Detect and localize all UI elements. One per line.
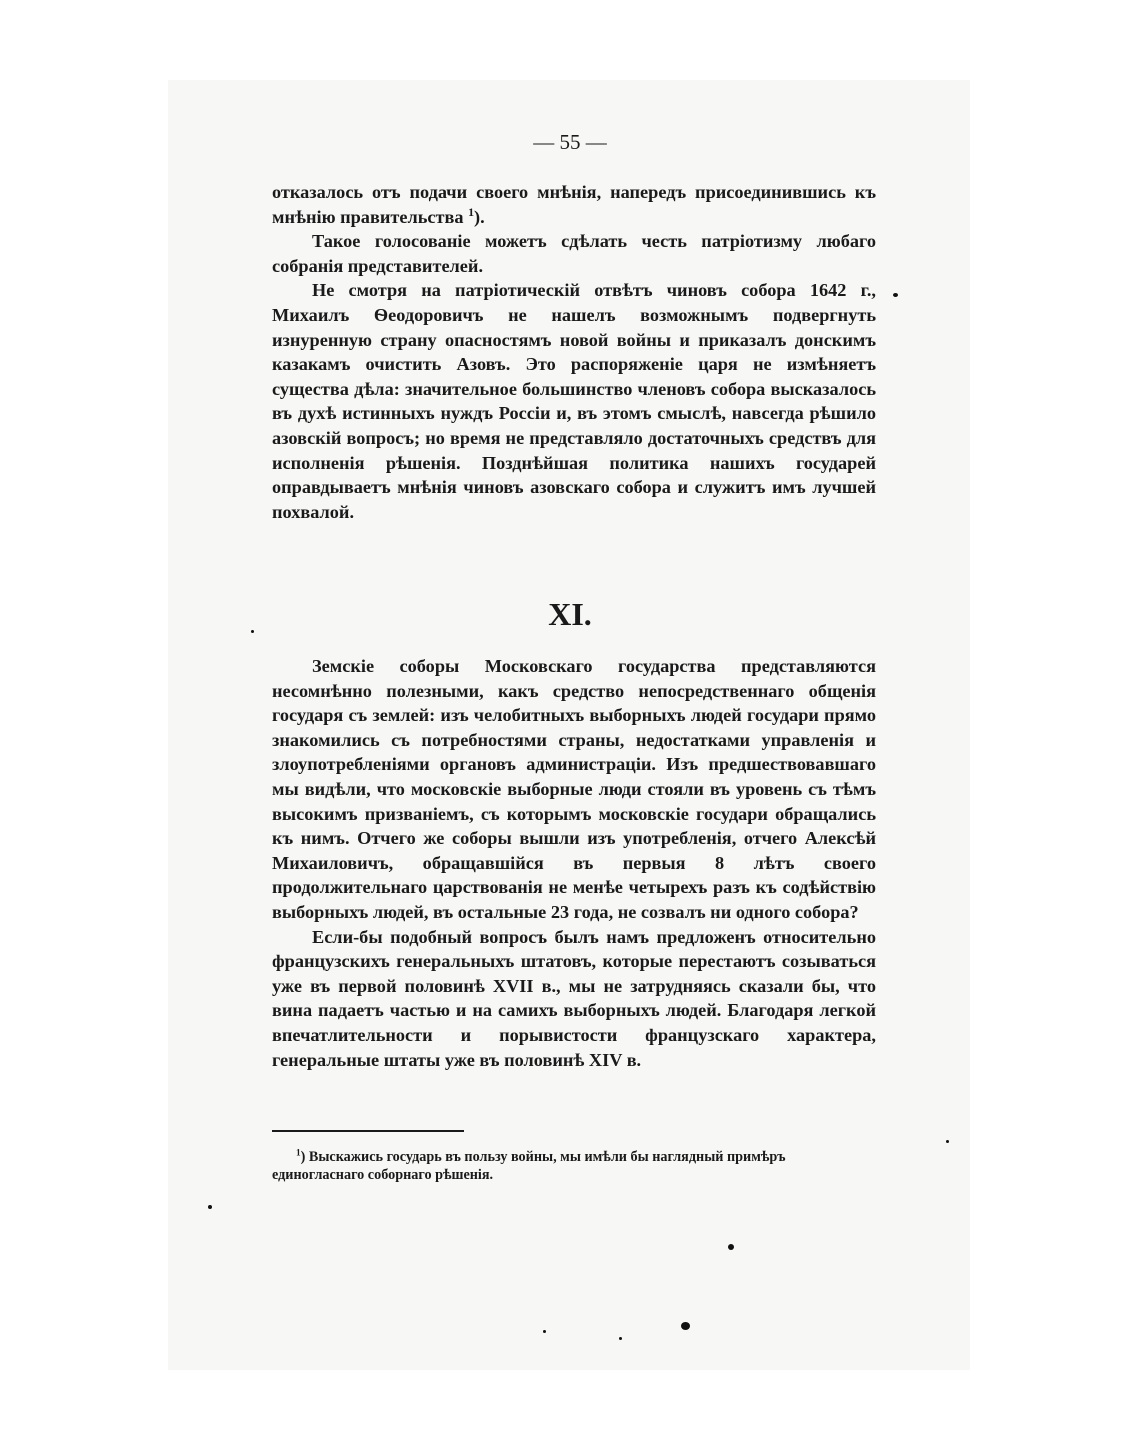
- section-heading: XI.: [548, 596, 592, 632]
- scan-speck: [728, 1244, 734, 1250]
- scan-speck: [208, 1205, 212, 1209]
- footnote-ref-tail: ).: [474, 206, 485, 227]
- section-text-block: [272, 654, 876, 1072]
- scan-speck: [543, 1330, 546, 1333]
- top-text-block: [272, 180, 876, 524]
- scan-speck: [619, 1337, 622, 1340]
- paragraph: Такое голосованіе можетъ сдѣлать честь патріотизму любаго собранія представителей.: [272, 231, 876, 276]
- scan-speck: [946, 1140, 949, 1143]
- paragraph: Не смотря на патріотическій отвѣтъ чиновъ собора 1642 г., Михаилъ Ѳеодоровичъ не нашелъ возможнымъ подвергнуть изнуренную страну опасностямъ новой войны и приказалъ донскимъ казакамъ очистить Азовъ. Это распоряженіе царя не измѣняетъ существа дѣла: значительное большинство членовъ собора высказалось въ духѣ истинныхъ нуждъ Россіи и, въ этомъ смыслѣ, навсегда рѣшило азовскій вопросъ; но время не представляло достаточныхъ средствъ для исполненія рѣшенія. Позднѣйшая политика нашихъ государей оправдываетъ мнѣнія чиновъ азовскаго собора и служитъ имъ лучшей похвалой.: [272, 280, 876, 522]
- footnote: [272, 1148, 876, 1184]
- paragraph: Если-бы подобный вопросъ былъ намъ предложенъ относительно французскихъ генеральныхъ штатовъ, которые перестаютъ созываться уже въ первой половинѣ XVII в., мы не затрудняясь сказали бы, что вина падаетъ частью и на самихъ выборныхъ людей. Благодаря легкой впечатлительности и порывистости французскаго характера, генеральные штаты уже въ половинѣ XIV в.: [272, 926, 876, 1070]
- paragraph: Земскіе соборы Московскаго государства представляются несомнѣнно полезными, какъ средство непосредственнаго общенія государя съ землей: изъ челобитныхъ выборныхъ людей государи прямо знакомились съ потребностями страны, недостатками управленія и злоупотребленіями органовъ администраціи. Изъ предшествовавшаго мы видѣли, что московскіе выборные люди стояли въ уровень съ тѣмъ высокимъ призваніемъ, съ которымъ московскіе государи обращались къ нимъ. Отчего же соборы вышли изъ употребленія, отчего Алексѣй Михаиловичъ, обращавшійся въ первыя 8 лѣтъ своего продолжительнаго царствованія не менѣе четырехъ разъ къ содѣйствію выборныхъ людей, въ остальные 23 года, не созвалъ ни одного собора?: [272, 656, 876, 922]
- footnote-marker: 1: [296, 1147, 301, 1158]
- footnote-divider: [272, 1130, 464, 1132]
- paragraph-continuation: [272, 180, 876, 229]
- scan-speck: [681, 1322, 690, 1330]
- page-number: — 55 —: [533, 130, 607, 154]
- paragraph-text: отказалось отъ подачи своего мнѣнія, напередъ присоединившись къ мнѣнію правительства: [272, 182, 876, 227]
- scan-speck: [251, 630, 254, 633]
- scan-speck: [893, 293, 898, 297]
- footnote-text: ) Выскажись государь въ пользу войны, мы имѣли бы наглядный примѣръ единогласнаго соборнаго рѣшенія.: [272, 1149, 786, 1183]
- footnote-ref: 1: [468, 204, 474, 219]
